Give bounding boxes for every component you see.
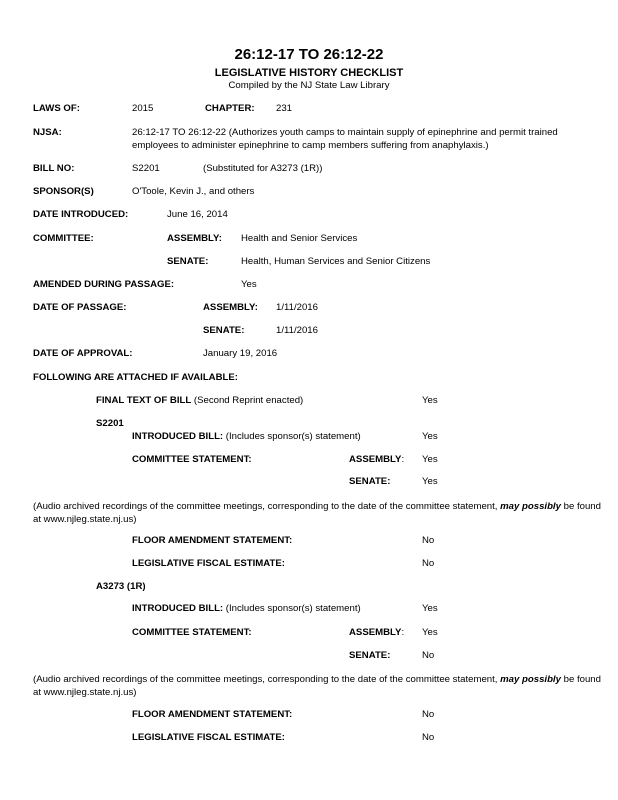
a3273-introduced-value: Yes bbox=[422, 603, 438, 614]
s2201-introduced-value: Yes bbox=[422, 431, 438, 442]
passage-assembly-label: ASSEMBLY: bbox=[203, 302, 258, 313]
date-introduced-label: DATE INTRODUCED: bbox=[33, 209, 129, 220]
page-subtitle: LEGISLATIVE HISTORY CHECKLIST bbox=[214, 67, 404, 79]
a3273-senate-label: SENATE: bbox=[349, 650, 391, 661]
committee-label: COMMITTEE: bbox=[33, 233, 94, 244]
bill-no-label: BILL NO: bbox=[33, 163, 75, 174]
committee-assembly-value: Health and Senior Services bbox=[241, 233, 358, 244]
approval-value: January 19, 2016 bbox=[203, 348, 278, 359]
a3273-audio-emphasis: may possibly bbox=[500, 674, 561, 685]
s2201-introduced-note: (Includes sponsor(s) statement) bbox=[223, 431, 361, 442]
laws-of-value: 2015 bbox=[132, 103, 154, 114]
sponsors-value: O'Toole, Kevin J., and others bbox=[132, 186, 255, 197]
passage-senate-label: SENATE: bbox=[203, 325, 245, 336]
passage-assembly-value: 1/11/2016 bbox=[276, 302, 318, 313]
s2201-senate-value: Yes bbox=[422, 476, 438, 487]
approval-label: DATE OF APPROVAL: bbox=[33, 348, 133, 359]
s2201-assembly-line: ASSEMBLY: bbox=[349, 454, 405, 465]
chapter-label: CHAPTER: bbox=[205, 103, 255, 114]
s2201-introduced-label: INTRODUCED BILL: bbox=[132, 431, 224, 442]
final-text-value: Yes bbox=[422, 395, 438, 406]
s2201-fiscal-value: No bbox=[422, 558, 435, 569]
a3273-audio-note: (Audio archived recordings of the committee meetings, corresponding to the date of the committee statement, may possibly be found at www.njleg.state.nj.us) bbox=[33, 674, 601, 698]
amended-label: AMENDED DURING PASSAGE: bbox=[33, 279, 175, 290]
passage-senate-value: 1/11/2016 bbox=[276, 325, 318, 336]
a3273-floor-value: No bbox=[422, 709, 435, 720]
s2201-floor-label: FLOOR AMENDMENT STATEMENT: bbox=[132, 535, 293, 546]
s2201-heading: S2201 bbox=[96, 418, 124, 429]
a3273-fiscal-label: LEGISLATIVE FISCAL ESTIMATE: bbox=[132, 732, 285, 743]
s2201-fiscal-label: LEGISLATIVE FISCAL ESTIMATE: bbox=[132, 558, 285, 569]
committee-senate-label: SENATE: bbox=[167, 256, 209, 267]
final-text-note: (Second Reprint enacted) bbox=[191, 395, 304, 406]
a3273-introduced-note: (Includes sponsor(s) statement) bbox=[223, 603, 361, 614]
a3273-floor-label: FLOOR AMENDMENT STATEMENT: bbox=[132, 709, 293, 720]
committee-senate-value: Health, Human Services and Senior Citizens bbox=[241, 256, 431, 267]
s2201-audio-emphasis: may possibly bbox=[500, 501, 561, 512]
s2201-senate-label: SENATE: bbox=[349, 476, 391, 487]
final-text-label: FINAL TEXT OF BILL bbox=[96, 395, 192, 406]
s2201-introduced-line bbox=[132, 431, 361, 443]
s2201-floor-value: No bbox=[422, 535, 435, 546]
a3273-introduced-line bbox=[132, 603, 361, 615]
bill-no-note: (Substituted for A3273 (1R)) bbox=[203, 163, 323, 174]
chapter-value: 231 bbox=[276, 103, 293, 114]
s2201-committee-label: COMMITTEE STATEMENT: bbox=[132, 454, 252, 465]
passage-label: DATE OF PASSAGE: bbox=[33, 302, 127, 313]
bill-no-value: S2201 bbox=[132, 163, 160, 174]
a3273-fiscal-value: No bbox=[422, 732, 435, 743]
attached-heading: FOLLOWING ARE ATTACHED IF AVAILABLE: bbox=[33, 372, 238, 383]
compiled-by: Compiled by the NJ State Law Library bbox=[228, 80, 390, 91]
a3273-introduced-label: INTRODUCED BILL: bbox=[132, 603, 224, 614]
laws-of-label: LAWS OF: bbox=[33, 103, 80, 114]
njsa-label: NJSA: bbox=[33, 127, 62, 138]
s2201-audio-note: (Audio archived recordings of the committee meetings, corresponding to the date of the committee statement, may possibly be found at www.njleg.state.nj.us) bbox=[33, 501, 601, 525]
page-title: 26:12-17 TO 26:12-22 bbox=[234, 46, 384, 63]
s2201-assembly-value: Yes bbox=[422, 454, 438, 465]
a3273-committee-label: COMMITTEE STATEMENT: bbox=[132, 627, 252, 638]
a3273-assembly-line: ASSEMBLY: bbox=[349, 627, 405, 638]
committee-assembly-label: ASSEMBLY: bbox=[167, 233, 222, 244]
njsa-value: 26:12-17 TO 26:12-22 (Authorizes youth camps to maintain supply of epinephrine and permit trained employees to administer epinephrine to camp members suffering from anaphylaxis.) bbox=[132, 127, 558, 151]
a3273-heading: A3273 (1R) bbox=[96, 581, 146, 592]
a3273-senate-value: No bbox=[422, 650, 435, 661]
final-text-line bbox=[96, 395, 303, 407]
s2201-assembly-label: ASSEMBLY bbox=[349, 454, 402, 465]
a3273-assembly-value: Yes bbox=[422, 627, 438, 638]
date-introduced-value: June 16, 2014 bbox=[167, 209, 228, 220]
sponsors-label: SPONSOR(S) bbox=[33, 186, 94, 197]
a3273-assembly-label: ASSEMBLY bbox=[349, 627, 402, 638]
amended-value: Yes bbox=[241, 279, 257, 290]
